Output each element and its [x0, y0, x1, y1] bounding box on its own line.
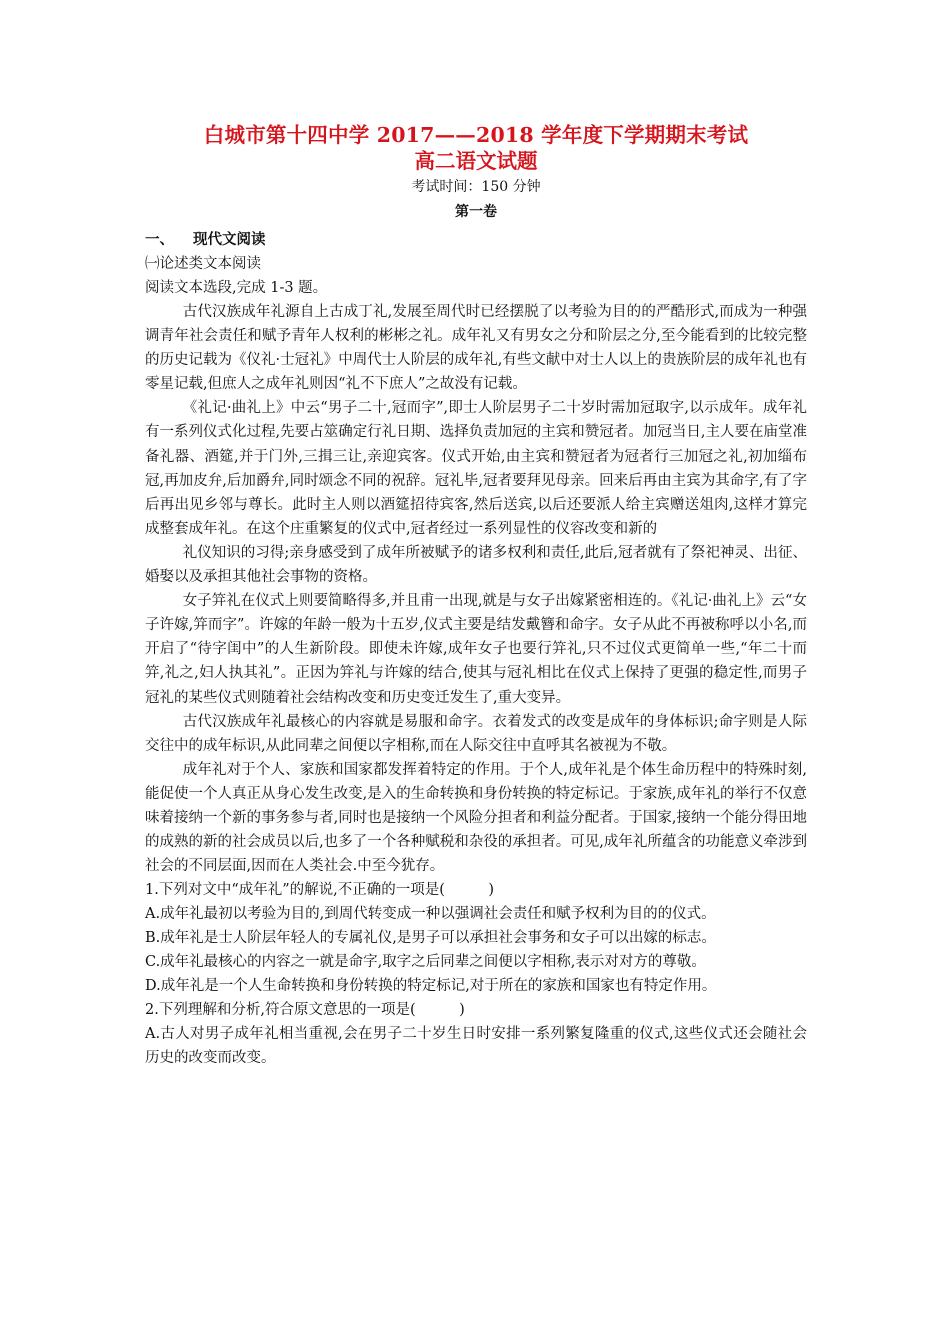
question-1 — [145, 878, 807, 998]
exam-subtitle: 高二语文试题 — [414, 149, 538, 173]
part-heading: ㈠论述类文本阅读 — [145, 256, 261, 272]
question-stem: 2.下列理解和分析,符合原文意思的一项是( ) — [145, 1002, 465, 1019]
passage-paragraph: 古代汉族成年礼最核心的内容就是易服和命字。衣着发式的改变是成年的身体标识;命字则是人际交往中的成年标识,从此同辈之间便以字相称,而在人际交往中直呼其名被视为不敬。 — [145, 713, 807, 754]
section-heading — [145, 226, 807, 253]
exam-title: 白城市第十四中学 2017——2018 学年度下学期期末考试 — [203, 123, 749, 147]
section-number: 一、 — [145, 231, 174, 248]
passage-paragraph: 古代汉族成年礼源自上古成丁礼,发展至周代时已经摆脱了以考验为目的的严酷形式,而成为一种强调青年社会责任和赋予青年人权利的彬彬之礼。成年礼又有男女之分和阶层之分,至今能看到的比较完整的历史记载为《仪礼·士冠礼》中周代士人阶层的成年礼,有些文献中对士人以上的贵族阶层的成年礼也有零星记载,但庶人之成年礼则因“礼不下庶人”之故没有记载。 — [145, 304, 807, 393]
passage-paragraph: 女子笄礼在仪式上则要简略得多,并且甫一出现,就是与女子出嫁紧密相连的。《礼记·曲礼上》云“女子许嫁,笄而字”。许嫁的年龄一般为十五岁,仪式主要是结发戴簪和命字。女子从此不再被称呼以小名,而开启了“待字闺中”的人生新阶段。即使未许嫁,成年女子也要行笄礼,只不过仪式更简单一些,“年二十而笄,礼之,妇人执其礼”。正因为笄礼与许嫁的结合,使其与冠礼相比在仪式上保持了更强的稳定性,而男子冠礼的某些仪式则随着社会结构改变和历史变迁发生了,重大变异。 — [145, 593, 807, 706]
passage-paragraph: 成年礼对于个人、家族和国家都发挥着特定的作用。于个人,成年礼是个体生命历程中的特殊时刻,能促使一个人真正从身心发生改变,是入的生命转换和身份转换的特定标记。于家族,成年礼的举行不仅意味着接纳一个新的事务参与者,同时也是接纳一个风险分担者和利益分配者。于国家,接纳一个能分得田地的成熟的新的社会成员以后,也多了一个各种赋税和杂役的承担者。可见,成年礼所蕴含的功能意义牵涉到社会的不同层面,因而在人类社会.中至今犹存。 — [145, 761, 807, 875]
question-option-a: A.成年礼最初以考验为目的,到周代转变成一种以强调社会责任和赋予权利为目的的仪式。 — [145, 906, 716, 923]
volume-heading: 第一卷 — [455, 204, 497, 220]
passage-paragraph: 《礼记·曲礼上》中云“男子二十,冠而字”,即士人阶层男子二十岁时需加冠取字,以示成年。成年礼有一系列仪式化过程,先要占筮确定行礼日期、选择负责加冠的主宾和赞冠者。加冠当日,主人要在庙堂准备礼器、酒筵,并于门外,三揖三让,亲迎宾客。仪式开始,由主宾和赞冠者为冠者行三加冠之礼,初加缁布冠,再加皮弁,后加爵弁,同时颂念不同的祝辞。冠礼毕,冠者要拜见母亲。回来后再由主宾为其命字,有了字后再出见乡邻与尊长。此时主人则以酒筵招待宾客,然后送宾,以后还要派人给主宾赠送俎肉,这样才算完成整套成年礼。在这个庄重繁复的仪式中,冠者经过一系列显性的仪容改变和新的 — [145, 400, 807, 537]
question-2 — [145, 998, 807, 1070]
passage-paragraph: 礼仪知识的习得;亲身感受到了成年所被赋予的诸多权利和责任,此后,冠者就有了祭祀神灵、出征、婚娶以及承担其他社会事物的资格。 — [145, 544, 807, 586]
question-option-c: C.成年礼最核心的内容之一就是命字,取字之后同辈之间便以字相称,表示对对方的尊敬。 — [145, 954, 706, 971]
question-option-d: D.成年礼是一个人生命转换和身份转换的特定标记,对于所在的家族和国家也有特定作用。 — [145, 978, 717, 995]
section-title: 现代文阅读 — [193, 231, 266, 248]
reading-instruction: 阅读文本选段,完成 1-3 题。 — [145, 279, 328, 296]
exam-page — [145, 122, 807, 1070]
question-option-b: B.成年礼是士人阶层年轻人的专属礼仪,是男子可以承担社会事务和女子可以出嫁的标志。 — [145, 930, 716, 947]
question-option-a: A.古人对男子成年礼相当重视,会在男子二十岁生日时安排一系列繁复隆重的仪式,这些仪式还会随社会历史的改变而改变。 — [145, 1026, 807, 1067]
exam-time: 考试时间：150 分钟 — [411, 179, 541, 195]
question-stem: 1.下列对文中“成年礼”的解说,不正确的一项是( ) — [145, 882, 495, 899]
